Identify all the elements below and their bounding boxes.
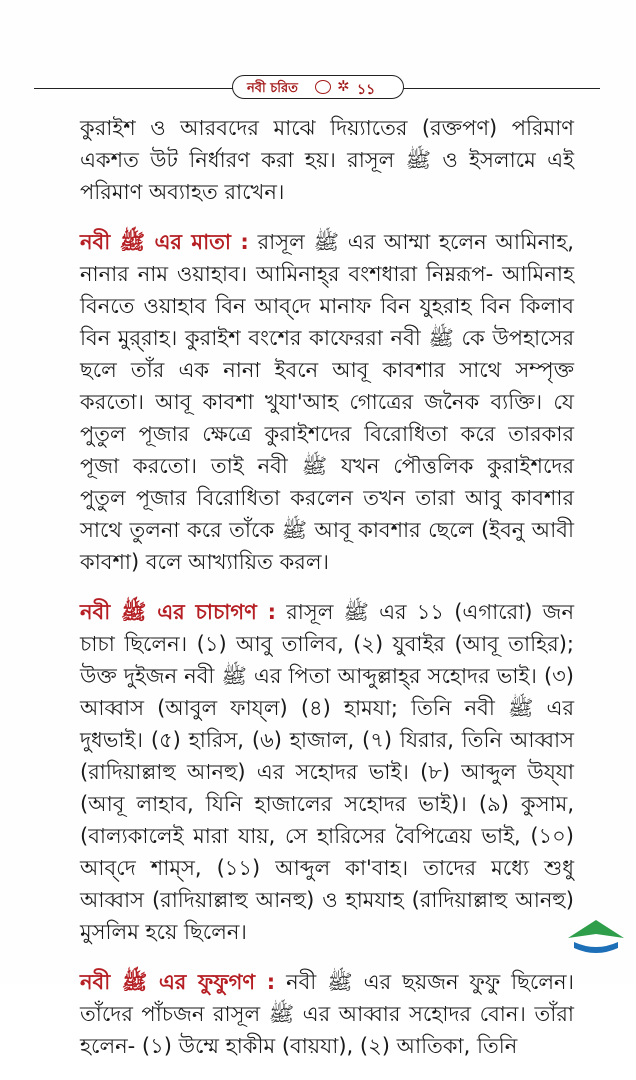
logo-book: [574, 942, 618, 953]
paragraph-mother-text: রাসূল ﷺ এর আম্মা হলেন আমিনাহ, নানার নাম ওয়াহাব। আমিনাহ্‌র বংশধারা নিম্নরূপ- আমিনাহ বিনতে ওয়াহাব বিন আব্‌দে মানাফ বিন যুহরাহ বিন কিলাব বিন মুর্‌রাহ। কুরাইশ বংশের কাফেররা নবী ﷺ কে উপহাসের ছলে তাঁর এক নানা ইবনে আবূ কাবশার সাথে সম্পৃক্ত করতো। আবূ কাবশা খুযা'আহ গোত্রের জনৈক ব্যক্তি। যে পুতুল পূজার ক্ষেত্রে কুরাইশদের বিরোধিতা করে তারকার পূজা করতো। তাই নবী ﷺ যখন পৌত্তলিক কুরাইশদের পুতুল পূজার বিরোধিতা করলেন তখন তারা আবু কাবশার সাথে তুলনা করে তাঁকে ﷺ আবূ কাবশার ছেলে (ইবনু আবী কাবশা) বলে আখ্যায়িত করল।: [80, 230, 574, 574]
paragraph-aunts-text: নবী ﷺ এর ছয়জন ফুফু ছিলেন। তাঁদের পাঁচজন রাসূল ﷺ এর আব্বার সহোদর বোন। তাঁরা হলেন- (১) উম্মে হাকীম (বায়যা), (২) আতিকা, তিনি: [80, 970, 575, 1058]
section-heading-uncles: নবী ﷺ এর চাচাগণ :: [80, 600, 277, 624]
header-box: [232, 75, 404, 99]
pbuh-seal-icon: [315, 80, 331, 94]
text-column: [80, 112, 574, 1080]
section-heading-aunts: নবী ﷺ এর ফুফুগণ :: [80, 970, 276, 994]
paragraph-1: [80, 112, 574, 208]
page-header: [0, 72, 636, 102]
publisher-logo-icon: [566, 918, 626, 958]
logo-roof: [568, 920, 624, 938]
section-heading-mother: নবী ﷺ এর মাতা :: [80, 230, 249, 254]
paragraph-uncles-text: রাসূল ﷺ এর ১১ (এগারো) জন চাচা ছিলেন। (১) আবু তালিব, (২) যুবাইর (আবূ তাহির); উক্ত দুইজন নবী ﷺ এর পিতা আব্দুল্লাহ্‌র সহোদর ভাই। (৩) আব্বাস (আবুল ফায্‌ল) (৪) হামযা; তিনি নবী ﷺ এর দুধভাই। (৫) হারিস, (৬) হাজাল, (৭) যিরার, তিনি আব্বাস (রাদিয়াল্লাহু আনহু) এর সহোদর ভাই। (৮) আব্দুল উয্‌যা (আবূ লাহাব, যিনি হাজালের সহোদর ভাই)। (৯) কুসাম, (বাল্যকালেই মারা যায়, সে হারিসের বৈপিত্রেয় ভাই, (১০) আব্‌দে শাম্‌স, (১১) আব্দুল কা'বাহ। তাদের মধ্যে শুধু আব্বাস (রাদিয়াল্লাহু আনহু) ও হামযাহ (রাদিয়াল্লাহু আনহু) মুসলিম হয়ে ছিলেন।: [80, 600, 575, 944]
paragraph-mother: [80, 226, 574, 578]
paragraph-uncles: [80, 596, 574, 948]
paragraph-aunts: [80, 966, 574, 1062]
paragraph-1-text: কুরাইশ ও আরবদের মাঝে দিয়্যাতের (রক্তপণ) পরিমাণ একশত উট নির্ধারণ করা হয়। রাসূল ﷺ ও ইসলামে এই পরিমাণ অব্যাহত রাখেন।: [80, 116, 574, 204]
header-book-title: নবী চরিত: [247, 81, 298, 96]
page-number: ১১: [357, 82, 376, 98]
star-ornament-icon: ✲: [337, 77, 350, 95]
